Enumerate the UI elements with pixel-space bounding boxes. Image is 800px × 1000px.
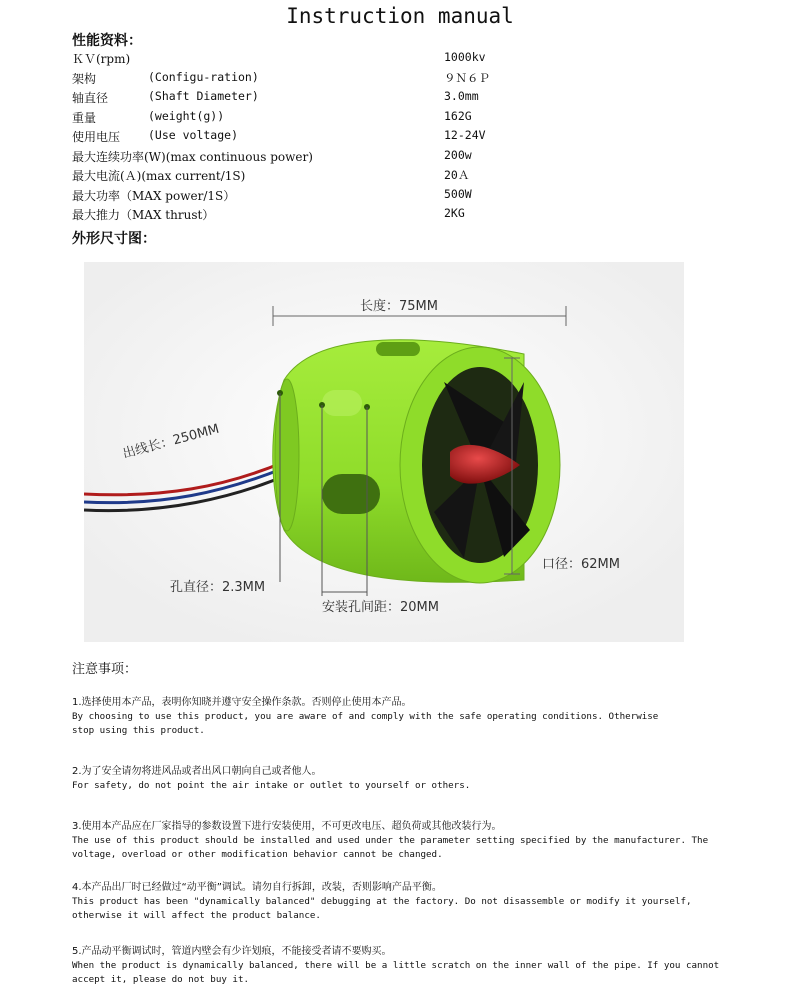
note-en-line: stop using this product. [72, 725, 205, 736]
lead-length-label: 出线长：250MM [121, 421, 221, 462]
spec-value: 162G [444, 108, 472, 123]
spec-value: 200w [444, 147, 472, 162]
note-item [72, 881, 732, 923]
spec-label-en: (weight(g)) [148, 108, 225, 123]
length-label: 长度：75MM [360, 299, 438, 314]
spec-row-max-current [72, 167, 612, 187]
note-en-line: voltage, overload or other modification behavior cannot be changed. [72, 849, 443, 860]
spec-row-shaft-diameter [72, 89, 612, 109]
note-en-line: otherwise it will affect the product balance. [72, 910, 321, 921]
spec-row-kv [72, 50, 612, 70]
spec-row-max-thrust [72, 206, 612, 226]
spec-row-voltage [72, 128, 612, 148]
spec-label: 轴直径 [72, 91, 109, 105]
note-en-line: This product has been "dynamically balanced" debugging at the factory. Do not disassemble or modify it yourself, [72, 896, 692, 907]
note-item [72, 945, 732, 987]
spec-row-max-power [72, 187, 612, 207]
note-zh: 3.使用本产品应在厂家指导的参数设置下进行安装使用，不可更改电压、超负荷或其他改装行为。 [72, 821, 502, 832]
spec-label: 最大功率（MAX power/1S） [72, 188, 236, 203]
dimensions-heading: 外形尺寸图： [72, 231, 156, 247]
hole-diameter-label: 孔直径：2.3MM [170, 580, 266, 595]
spec-label: 最大连续功率(W)(max continuous power) [72, 149, 313, 164]
spec-row-continuous-power [72, 148, 612, 168]
notes-heading: 注意事项： [72, 662, 138, 677]
note-zh: 1.选择使用本产品，表明你知晓并遵守安全操作条款。否则停止使用本产品。 [72, 697, 412, 708]
note-en-line: By choosing to use this product, you are aware of and comply with the safe operating conditions. Otherwise [72, 711, 659, 722]
top-vent-slot [376, 342, 420, 356]
spec-row-weight [72, 109, 612, 129]
hole-spacing-label: 安装孔间距：20MM [322, 600, 439, 615]
spec-value: 3.0mm [444, 89, 479, 103]
spec-label: 使用电压 [72, 130, 121, 144]
note-en-line: For safety, do not point the air intake or outlet to yourself or others. [72, 780, 471, 791]
spec-label-en: (Use voltage) [148, 128, 239, 142]
spec-label: 重量 [72, 110, 97, 125]
note-zh: 2.为了安全请勿将进风品或者出风口朝向自己或者他人。 [72, 766, 322, 777]
spec-table [72, 50, 612, 226]
spec-label: 最大推力（MAX thrust） [72, 208, 215, 222]
note-zh: 5.产品动平衡调试时，管道内壁会有少许划痕，不能接受者请不要购买。 [72, 946, 392, 957]
spec-label-en: (Configu-ration) [148, 69, 259, 84]
page-title: Instruction manual [286, 4, 514, 28]
spec-value: 12-24V [444, 128, 486, 142]
side-vent-slot [322, 474, 380, 514]
intake-ring [400, 347, 560, 583]
performance-heading: 性能资料： [72, 33, 142, 49]
spec-label: 最大电流(Ａ)(max current/1S) [72, 169, 246, 183]
note-item [72, 765, 732, 793]
note-item [72, 696, 732, 738]
note-item [72, 820, 732, 862]
spec-value: ９Ｎ６Ｐ [444, 70, 490, 85]
port-diameter-label: 口径：62MM [542, 557, 620, 572]
spec-value: 2KG [444, 206, 465, 220]
thruster-dimension-figure [84, 262, 684, 642]
note-en-line: The use of this product should be installed and used under the parameter setting specified by the manufacturer. The [72, 835, 709, 846]
spec-label: 架构 [72, 71, 97, 86]
note-en-line: accept it, please do not buy it. [72, 974, 250, 985]
spec-value: 1000kv [444, 50, 486, 64]
spec-value: 500W [444, 186, 472, 201]
spec-row-configuration [72, 70, 612, 90]
spec-label-en: (Shaft Diameter) [148, 89, 259, 103]
note-en-line: When the product is dynamically balanced, there will be a little scratch on the inner wall of the pipe. If you cannot [72, 960, 720, 971]
spec-label: ＫＶ(rpm) [72, 52, 131, 66]
spec-value: 20Ａ [444, 168, 470, 182]
note-zh: 4.本产品出厂时已经做过“动平衡”调试。请勿自行拆卸，改装，否则影响产品平衡。 [72, 882, 442, 893]
